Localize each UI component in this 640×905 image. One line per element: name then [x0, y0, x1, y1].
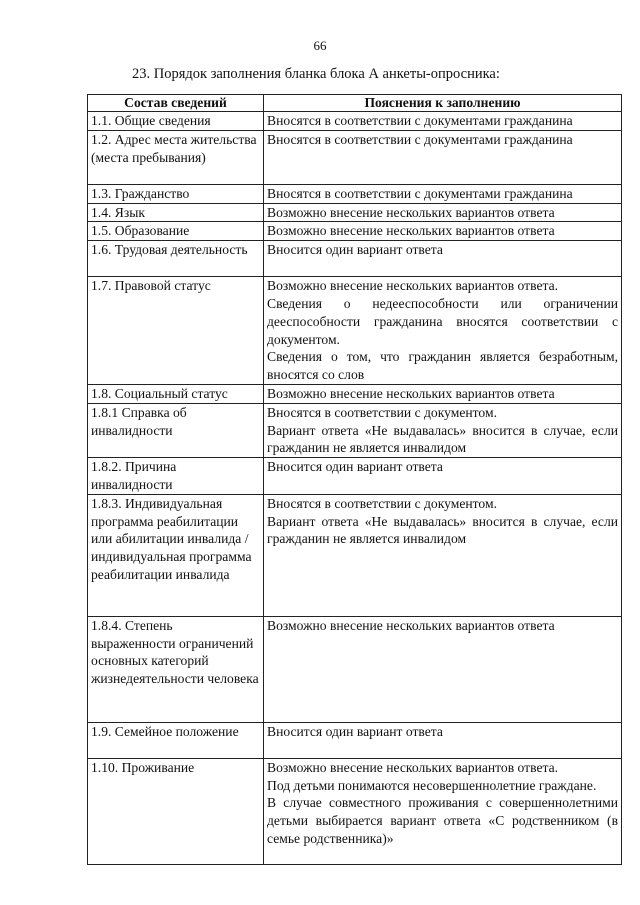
table-header-row [88, 95, 622, 112]
table-row [88, 384, 622, 403]
note-text: Под детьми понимаются несовершеннолетние граждане. [267, 777, 597, 793]
note-text: Вносится один вариант ответа [267, 459, 443, 475]
field-cell: 1.5. Образование [88, 222, 264, 241]
table-row [88, 222, 622, 241]
table-row [88, 758, 622, 864]
notes-cell [264, 384, 622, 403]
note-text: Возможно внесение нескольких вариантов ответа [267, 617, 555, 633]
note-text: Вносятся в соответствии с документом. [267, 495, 497, 511]
instructions-table [87, 94, 622, 865]
field-cell: 1.4. Язык [88, 203, 264, 222]
page-number: 66 [313, 38, 327, 53]
table-row [88, 203, 622, 222]
note-text: Возможно внесение нескольких вариантов ответа [267, 385, 555, 401]
note-text: Возможно внесение нескольких вариантов ответа. [267, 759, 559, 775]
note-text: Вносятся в соответствии с документом. [267, 404, 497, 420]
note-text: Возможно внесение нескольких вариантов ответа. [267, 278, 559, 294]
table-row [88, 616, 622, 722]
field-cell: 1.6. Трудовая деятельность [88, 241, 264, 277]
field-cell: 1.7. Правовой статус [88, 277, 264, 385]
field-cell: 1.10. Проживание [88, 758, 264, 864]
field-cell: 1.2. Адрес места жительства (места пребывания) [88, 130, 264, 184]
field-cell: 1.8.1 Справка об инвалидности [88, 403, 264, 457]
table-row [88, 722, 622, 758]
field-cell: 1.9. Семейное положение [88, 722, 264, 758]
notes-cell [264, 494, 622, 616]
column-header-notes: Пояснения к заполнению [264, 95, 622, 112]
notes-cell [264, 458, 622, 495]
table-row [88, 277, 622, 385]
note-text: Вариант ответа «Не выдавалась» вносится в случае, если гражданин не является инвалидом [267, 513, 618, 547]
column-header-fields: Состав сведений [88, 95, 264, 112]
notes-cell [264, 277, 622, 385]
note-text: Вносятся в соответствии с документами гражданина [267, 113, 573, 128]
field-cell: 1.8.3. Индивидуальная программа реабилитации или абилитации инвалида / индивидуальная программа реабилитации инвалида [88, 494, 264, 616]
note-text: Вносятся в соответствии с документами гражданина [267, 131, 573, 147]
table-row [88, 403, 622, 457]
notes-cell [264, 722, 622, 758]
section-heading: 23. Порядок заполнения бланка блока А анкеты-опросника: [132, 66, 500, 82]
note-text: Сведения о недееспособности или ограничении дееспособности гражданина вносятся соответствии с документом. [267, 295, 618, 347]
notes-cell [264, 130, 622, 184]
notes-cell [264, 184, 622, 203]
field-cell: 1.8.4. Степень выраженности ограничений основных категорий жизнедеятельности человека [88, 616, 264, 722]
notes-cell [264, 112, 622, 131]
table-row [88, 112, 622, 131]
field-cell: 1.8.2. Причина инвалидности [88, 458, 264, 495]
note-text: Вносится один вариант ответа [267, 242, 443, 258]
notes-cell [264, 616, 622, 722]
table-row [88, 494, 622, 616]
table-row [88, 130, 622, 184]
note-text: Вариант ответа «Не выдавалась» вносится в случае, если гражданин не является инвалидом [267, 422, 618, 456]
table-row [88, 241, 622, 277]
note-text: Вносится один вариант ответа [267, 723, 443, 739]
note-text: Вносятся в соответствии с документами гражданина [267, 185, 573, 201]
notes-cell [264, 403, 622, 457]
note-text: Возможно внесение нескольких вариантов ответа [267, 204, 555, 220]
field-cell: 1.3. Гражданство [88, 184, 264, 203]
notes-cell [264, 222, 622, 241]
note-text: В случае совместного проживания с совершеннолетними детьми выбирается вариант ответа «С родственником (в семье родственника)» [267, 795, 618, 846]
table-row [88, 184, 622, 203]
note-text: Возможно внесение нескольких вариантов ответа [267, 223, 555, 239]
note-text: Сведения о том, что гражданин является безработным, вносятся со слов [267, 349, 618, 383]
notes-cell [264, 203, 622, 222]
notes-cell [264, 241, 622, 277]
table-row [88, 458, 622, 495]
notes-cell [264, 758, 622, 864]
field-cell: 1.1. Общие сведения [88, 112, 264, 131]
field-cell: 1.8. Социальный статус [88, 384, 264, 403]
